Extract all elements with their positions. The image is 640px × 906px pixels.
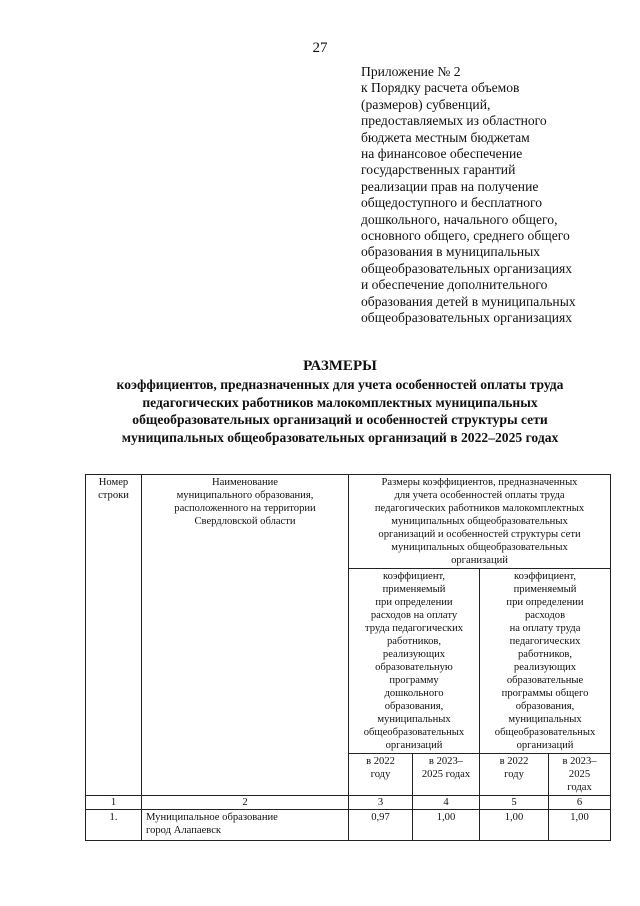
col-header-name: Наименование муниципального образования, расположенного на территории Свердловской области xyxy=(142,475,349,796)
appendix-line: на финансовое обеспечение xyxy=(361,146,523,162)
table-row xyxy=(86,810,611,841)
document-heading xyxy=(60,356,620,446)
appendix-line: бюджета местным бюджетам xyxy=(361,129,530,145)
column-number: 3 xyxy=(349,796,413,810)
year-header-2022: в 2022 году xyxy=(480,754,549,796)
coefficient-value: 1,00 xyxy=(413,810,480,841)
column-number: 4 xyxy=(413,796,480,810)
appendix-line: и обеспечение дополнительного xyxy=(361,277,548,293)
appendix-line: Приложение № 2 xyxy=(361,64,461,79)
appendix-line: к Порядку расчета объемов xyxy=(361,80,520,96)
coefficient-value: 1,00 xyxy=(549,810,611,841)
municipality-name: Муниципальное образование город Алапаевск xyxy=(142,810,349,841)
document-title: РАЗМЕРЫ xyxy=(303,358,377,374)
appendix-line: общеобразовательных организациях xyxy=(361,260,573,276)
appendix-line: общедоступного и бесплатного xyxy=(361,195,543,211)
appendix-line: образования детей в муниципальных xyxy=(361,293,576,309)
subtitle-line: общеобразовательных организаций и особенностей структуры сети xyxy=(132,412,548,427)
year-header-2023-2025: в 2023– 2025 годах xyxy=(549,754,611,796)
appendix-line: основного общего, среднего общего xyxy=(361,228,570,244)
appendix-note xyxy=(361,64,631,327)
subgroup-header-preschool: коэффициент, применяемый при определении расходов на оплату труда педагогических работников, реализующих образовательную программу дошкольного образования, муниципальных общеобразовательных организаций xyxy=(349,569,480,754)
page-number: 27 xyxy=(312,40,328,56)
appendix-line: государственных гарантий xyxy=(361,162,516,178)
document-subtitle xyxy=(60,376,620,446)
column-number: 5 xyxy=(480,796,549,810)
appendix-line: общеобразовательных организациях xyxy=(361,310,573,326)
appendix-line: образования в муниципальных xyxy=(361,244,541,260)
coefficient-value: 1,00 xyxy=(480,810,549,841)
coefficient-value: 0,97 xyxy=(349,810,413,841)
appendix-line: (размеров) субвенций, xyxy=(361,96,491,112)
column-number: 6 xyxy=(549,796,611,810)
subgroup-header-general: коэффициент, применяемый при определении расходов на оплату труда педагогических работников, реализующих образовательные программы общего образования, муниципальных общеобразовательных организаций xyxy=(480,569,611,754)
subtitle-line: муниципальных общеобразовательных организаций в 2022–2025 годах xyxy=(121,429,559,445)
col-header-number: Номер строки xyxy=(86,475,142,796)
row-number: 1. xyxy=(86,810,142,841)
group-header-coefficients: Размеры коэффициентов, предназначенных для учета особенностей оплаты труда педагогических работников малокомплектных муниципальных общеобразовательных организаций и особенностей структуры сети муниципальных общеобразовательных организаций xyxy=(349,475,611,569)
appendix-line: реализации прав на получение xyxy=(361,178,539,194)
coefficients-table xyxy=(85,474,611,841)
appendix-line: дошкольного, начального общего, xyxy=(361,211,558,227)
year-header-2022: в 2022 году xyxy=(349,754,413,796)
appendix-line: предоставляемых из областного xyxy=(361,113,547,129)
year-header-2023-2025: в 2023– 2025 годах xyxy=(413,754,480,796)
subtitle-line: педагогических работников малокомплектных муниципальных xyxy=(142,394,538,410)
column-number: 1 xyxy=(86,796,142,810)
column-number: 2 xyxy=(142,796,349,810)
subtitle-line: коэффициентов, предназначенных для учета особенностей оплаты труда xyxy=(116,377,564,392)
